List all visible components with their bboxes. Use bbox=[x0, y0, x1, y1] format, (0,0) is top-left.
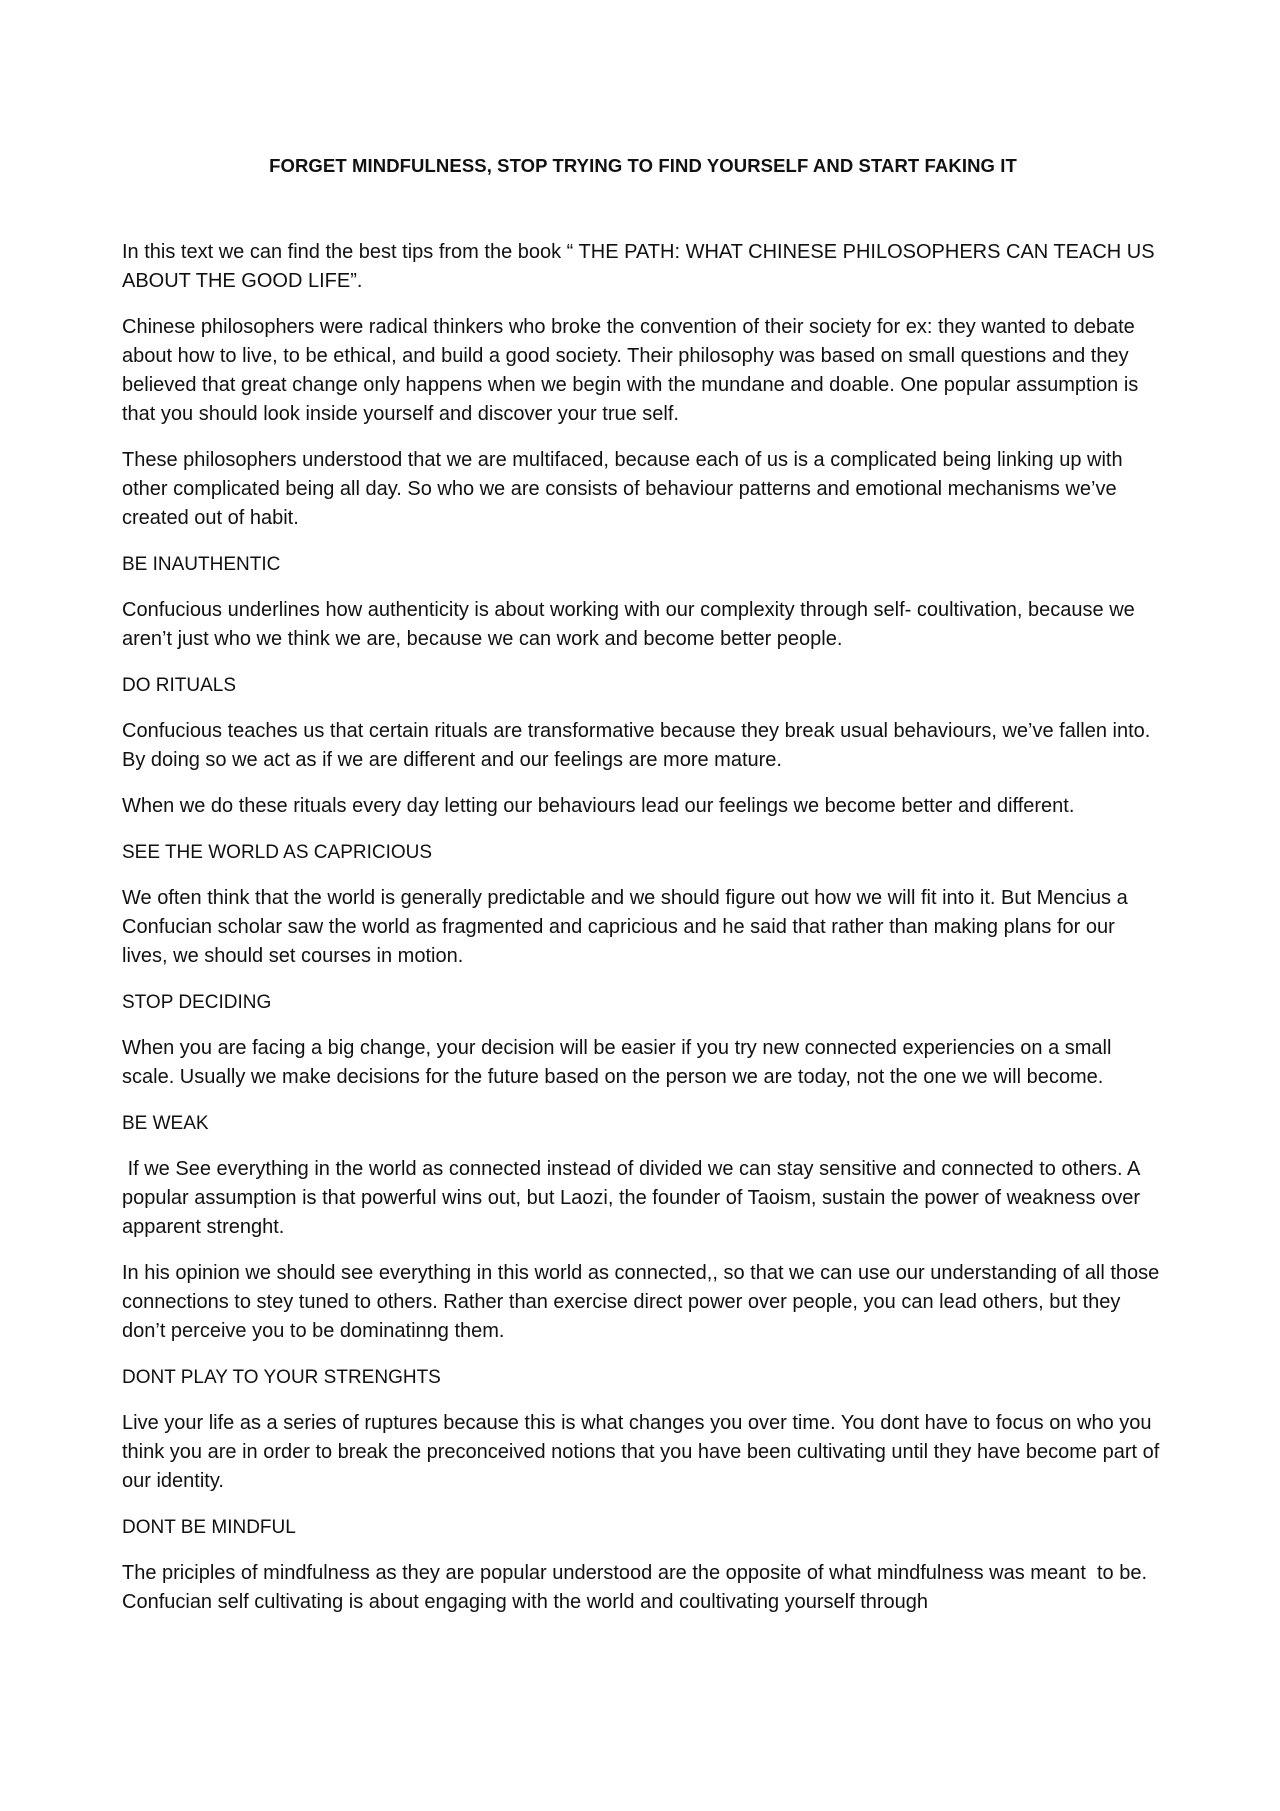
paragraph-intro: In this text we can find the best tips from the book “ THE PATH: WHAT CHINESE PHILOSOPHERS CAN TEACH US ABOUT THE GOOD LIFE”. bbox=[122, 241, 1155, 292]
paragraph-do-rituals-1: Confucious teaches us that certain rituals are transformative because they break usual behaviours, we’ve fallen into. By doing so we act as if we are different and our feelings are more mature. bbox=[122, 720, 1151, 771]
document-title: FORGET MINDFULNESS, STOP TRYING TO FIND YOURSELF AND START FAKING IT bbox=[269, 155, 1017, 176]
section-heading-see-world-capricious: SEE THE WORLD AS CAPRICIOUS bbox=[122, 842, 433, 863]
paragraph-multifaced: These philosophers understood that we are multifaced, because each of us is a complicated being linking up with other complicated being all day. So who we are consists of behaviour patterns and emotional mechanisms we’ve created out of habit. bbox=[122, 449, 1123, 529]
paragraph-be-weak-1: If we See everything in the world as connected instead of divided we can stay sensitive and connected to others. A popular assumption is that powerful wins out, but Laozi, the founder of Taoism, sustain the power of weakness over apparent strenght. bbox=[122, 1158, 1146, 1238]
section-heading-be-inauthentic: BE INAUTHENTIC bbox=[122, 554, 281, 575]
paragraph-dont-play-strengths: Live your life as a series of ruptures because this is what changes you over time. You dont have to focus on who you think you are in order to break the preconceived notions that you have been cultivating until they have become part of our identity. bbox=[122, 1412, 1160, 1492]
section-heading-be-weak: BE WEAK bbox=[122, 1113, 209, 1134]
paragraph-stop-deciding: When you are facing a big change, your decision will be easier if you try new connected experiencies on a small scale. Usually we make decisions for the future based on the person we are today, not the one we will become. bbox=[122, 1037, 1112, 1088]
paragraph-be-weak-2: In his opinion we should see everything in this world as connected,, so that we can use our understanding of all those connections to stey tuned to others. Rather than exercise direct power over people, you can lead others, but they don’t perceive you to be dominatinng them. bbox=[122, 1262, 1160, 1342]
paragraph-do-rituals-2: When we do these rituals every day letting our behaviours lead our feelings we become better and different. bbox=[122, 795, 1075, 817]
paragraph-see-world-capricious: We often think that the world is generally predictable and we should figure out how we will fit into it. But Mencius a Confucian scholar saw the world as fragmented and capricious and he said that rather than making plans for our lives, we should set courses in motion. bbox=[122, 887, 1128, 967]
section-heading-dont-play-strengths: DONT PLAY TO YOUR STRENGHTS bbox=[122, 1367, 441, 1388]
paragraph-dont-be-mindful: The priciples of mindfulness as they are popular understood are the opposite of what mindfulness was meant to be. Confucian self cultivating is about engaging with the world and coultivating yourself through bbox=[122, 1562, 1153, 1613]
section-heading-do-rituals: DO RITUALS bbox=[122, 675, 237, 696]
section-heading-dont-be-mindful: DONT BE MINDFUL bbox=[122, 1517, 296, 1538]
section-heading-stop-deciding: STOP DECIDING bbox=[122, 992, 272, 1013]
paragraph-be-inauthentic: Confucious underlines how authenticity is about working with our complexity through self- coultivation, because we aren’t just who we think we are, because we can work and become better people. bbox=[122, 599, 1135, 650]
paragraph-chinese-philosophers: Chinese philosophers were radical thinkers who broke the convention of their society for ex: they wanted to debate about how to live, to be ethical, and build a good society. Their philosophy was based on small questions and they believed that great change only happens when we begin with the mundane and doable. One popular assumption is that you should look inside yourself and discover your true self. bbox=[122, 316, 1139, 425]
